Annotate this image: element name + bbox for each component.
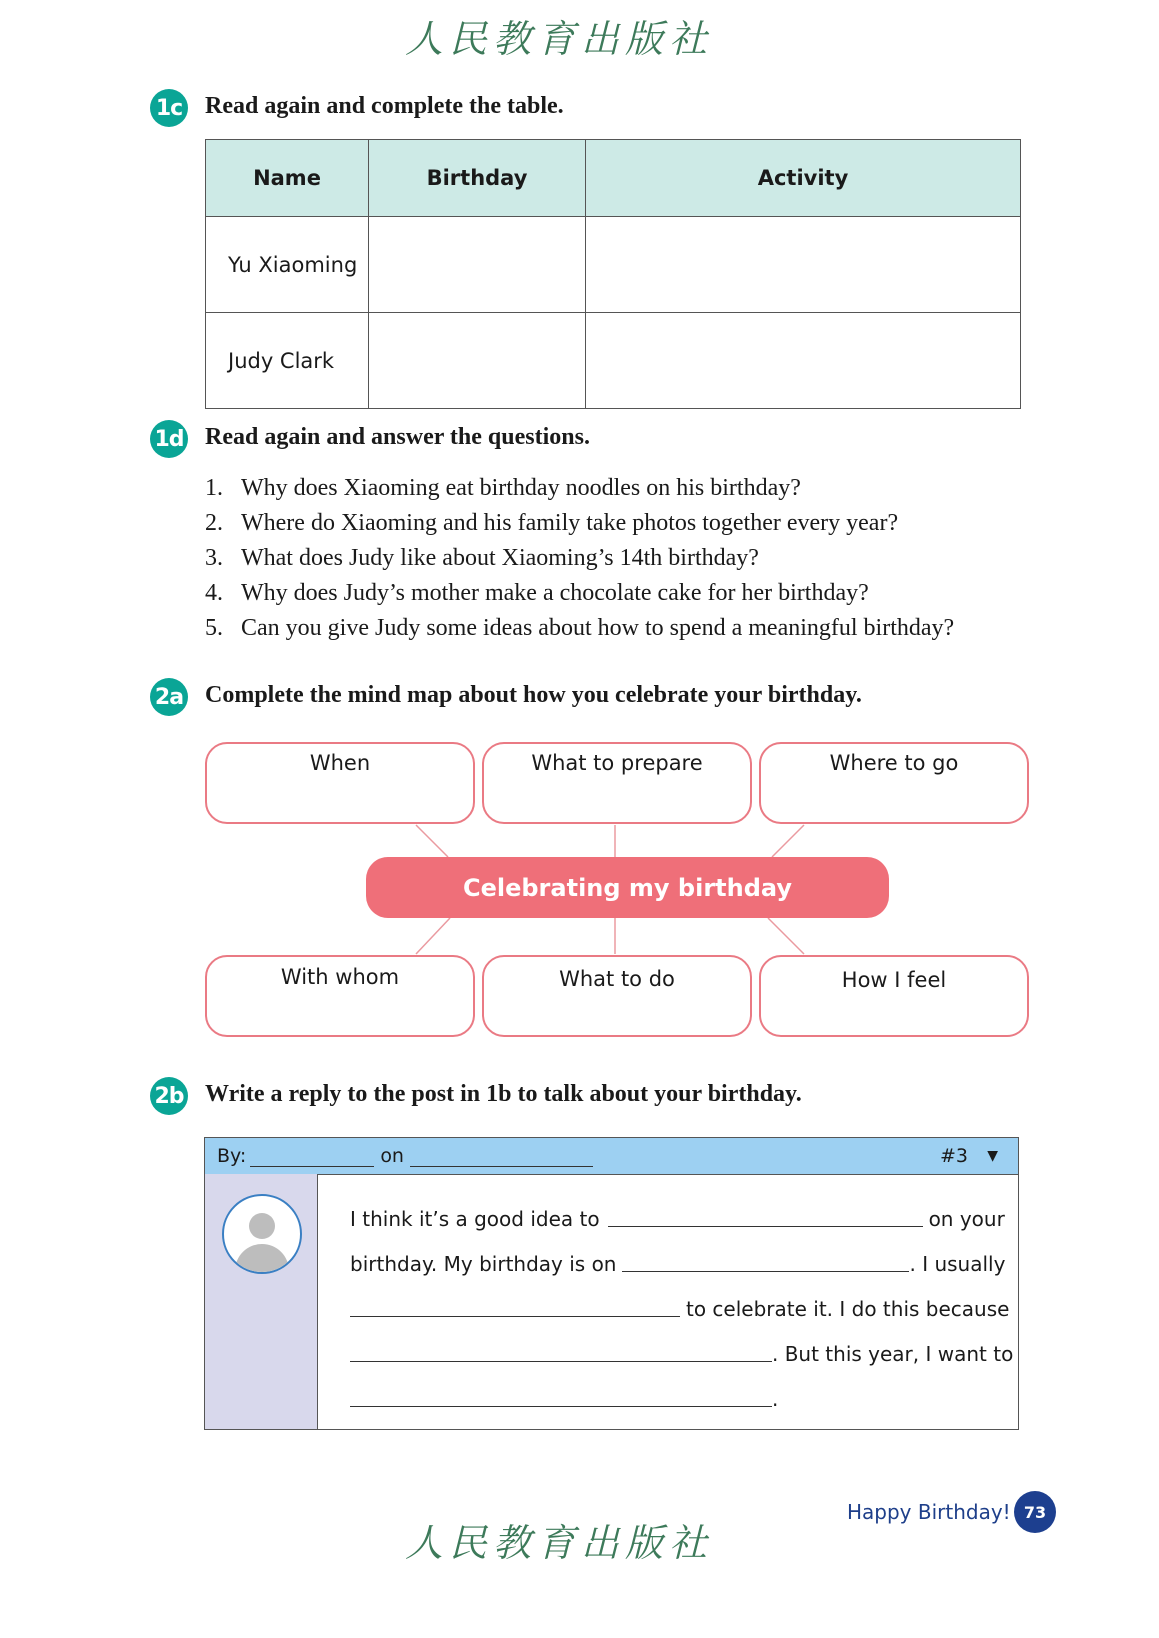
table-header-birthday: Birthday <box>369 140 586 217</box>
footer-unit-title: Happy Birthday! <box>847 1500 1011 1524</box>
mindmap-box-label: What to do <box>559 967 675 991</box>
post-number: #3 <box>939 1145 968 1167</box>
post-line-3 <box>350 1291 1009 1321</box>
post-header-bar <box>205 1138 1018 1175</box>
post-text: I think it’s a good idea to <box>350 1207 600 1231</box>
dropdown-arrow-icon[interactable]: ▼ <box>987 1148 998 1164</box>
mindmap-box-label: With whom <box>280 965 400 989</box>
section-badge-2b: 2b <box>150 1077 188 1115</box>
post-blank-5[interactable] <box>350 1405 772 1407</box>
post-line-1 <box>350 1201 1005 1231</box>
mindmap-box-where-to-go[interactable] <box>759 742 1029 824</box>
post-blank-2[interactable] <box>622 1270 909 1272</box>
question-number: 3. <box>205 545 223 571</box>
post-author-blank[interactable] <box>250 1146 374 1167</box>
question-number: 4. <box>205 580 223 606</box>
post-blank-4[interactable] <box>350 1360 772 1362</box>
question-number: 2. <box>205 510 223 536</box>
question-text: Where do Xiaoming and his family take photos together every year? <box>241 510 899 536</box>
post-blank-3[interactable] <box>350 1315 680 1317</box>
section-badge-1d: 1d <box>150 420 188 458</box>
question-number: 5. <box>205 615 223 641</box>
reply-post <box>204 1137 1019 1430</box>
connector-line <box>768 918 804 954</box>
post-body <box>350 1196 1014 1416</box>
section-title-2a: Complete the mind map about how you celebrate your birthday. <box>205 682 862 708</box>
section-title-1c: Read again and complete the table. <box>205 93 564 119</box>
mindmap-box-with-whom[interactable] <box>205 955 475 1037</box>
post-line-2 <box>350 1246 1005 1276</box>
post-text: birthday. My birthday is on <box>350 1252 617 1276</box>
post-text: . I usually <box>909 1252 1006 1276</box>
post-blank-1[interactable] <box>608 1225 923 1227</box>
mindmap-box-when[interactable] <box>205 742 475 824</box>
person-avatar-icon <box>222 1194 302 1274</box>
mindmap-box-how-i-feel[interactable] <box>759 955 1029 1037</box>
post-text: on your <box>928 1207 1005 1231</box>
post-date-blank[interactable] <box>410 1146 593 1167</box>
table-header-name: Name <box>206 140 369 217</box>
post-text: . But this year, I want to <box>772 1342 1014 1366</box>
post-sidebar <box>205 1174 318 1429</box>
question-text: Why does Judy’s mother make a chocolate cake for her birthday? <box>241 580 869 606</box>
mindmap-box-label: Where to go <box>829 751 959 775</box>
section-badge-1c: 1c <box>150 89 188 127</box>
post-text: . <box>772 1387 779 1411</box>
publisher-watermark-top: 人民教育出版社 <box>405 17 714 61</box>
mindmap-center: Celebrating my birthday <box>366 857 889 918</box>
question-text: Why does Xiaoming eat birthday noodles on his birthday? <box>241 475 801 501</box>
table-header-activity: Activity <box>586 140 1021 217</box>
connector-line <box>772 825 804 857</box>
mindmap-box-what-to-prepare[interactable] <box>482 742 752 824</box>
mindmap-box-what-to-do[interactable] <box>482 955 752 1037</box>
mindmap-box-label: How I feel <box>841 968 947 992</box>
post-line-4 <box>350 1336 1013 1366</box>
question-text: Can you give Judy some ideas about how to spend a meaningful birthday? <box>241 615 955 641</box>
table-cell-name: Yu Xiaoming <box>206 217 369 313</box>
section-title-2b: Write a reply to the post in 1b to talk about your birthday. <box>205 1081 802 1107</box>
question-text: What does Judy like about Xiaoming’s 14th birthday? <box>241 545 759 571</box>
post-on-label: on <box>380 1145 404 1167</box>
section-badge-2a: 2a <box>150 678 188 716</box>
table-cell-name: Judy Clark <box>206 313 369 409</box>
connector-line <box>416 918 450 954</box>
section-title-1d: Read again and answer the questions. <box>205 424 590 450</box>
connector-line <box>416 825 448 857</box>
question-number: 1. <box>205 475 223 501</box>
mindmap-box-label: When <box>309 751 371 775</box>
post-line-5 <box>350 1381 778 1411</box>
publisher-watermark-bottom: 人民教育出版社 <box>405 1521 714 1565</box>
mindmap-box-label: What to prepare <box>531 751 703 775</box>
page-number: 73 <box>1014 1491 1056 1533</box>
post-by-label: By: <box>217 1145 247 1167</box>
post-text: to celebrate it. I do this because <box>686 1297 1010 1321</box>
